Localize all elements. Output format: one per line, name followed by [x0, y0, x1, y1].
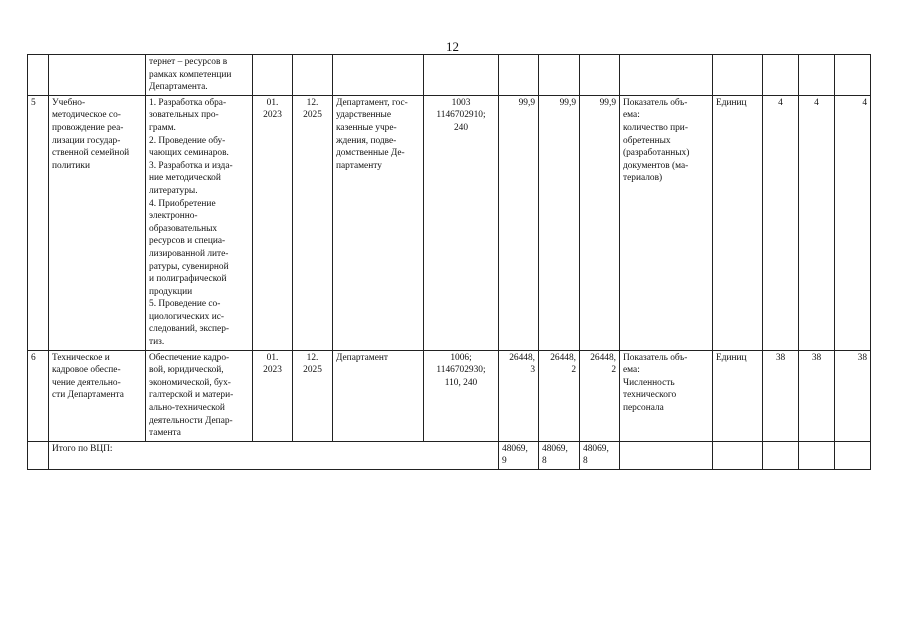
cell-v1: 26448, 3 [499, 350, 539, 441]
cell-v3 [580, 55, 620, 96]
cell-i1: 4 [763, 95, 799, 350]
cell-start: 01. 2023 [253, 95, 293, 350]
cell-i2: 38 [799, 350, 835, 441]
cell-code: 1003 1146702910; 240 [424, 95, 499, 350]
cell-empty [835, 441, 871, 469]
table-row-total [28, 441, 871, 469]
cell-end: 12. 2025 [293, 95, 333, 350]
cell-i3: 38 [835, 350, 871, 441]
table-row-continuation [28, 55, 871, 96]
cell-name [49, 55, 146, 96]
cell-indicator: Показатель объ- ема: количество при- обретенных (разработанных) документов (ма- териалов) [620, 95, 713, 350]
cell-i3: 4 [835, 95, 871, 350]
cell-executor: Департамент, гос- ударственные казенные учре- ждения, подве- домственные Де- партаменту [333, 95, 424, 350]
cell-end: 12. 2025 [293, 350, 333, 441]
cell-unit: Единиц [713, 350, 763, 441]
cell-indicator [620, 55, 713, 96]
cell-empty [713, 441, 763, 469]
cell-v1: 99,9 [499, 95, 539, 350]
program-table [27, 54, 871, 470]
cell-name: Техническое и кадровое обеспе- чение деятельно- сти Департамента [49, 350, 146, 441]
cell-i2 [799, 55, 835, 96]
cell-start [253, 55, 293, 96]
cell-name: Учебно- методическое со- провождение реа- лизации государ- ственной семейной политики [49, 95, 146, 350]
cell-v3: 26448, 2 [580, 350, 620, 441]
cell-num: 6 [28, 350, 49, 441]
cell-actions: тернет – ресурсов в рамках компетенции Департамента. [146, 55, 253, 96]
cell-empty [28, 441, 49, 469]
table-row-6 [28, 350, 871, 441]
page-number: 12 [446, 39, 459, 54]
cell-actions: 1. Разработка обра- зовательных про- грамм. 2. Проведение обу- чающих семинаров. 3. Разработка и изда- ние методической литературы. 4. Приобретение электронно- образовательных ресурсов и специа- лизированной лите- ратуры, сувенирной и полиграфической продукции 5. Проведение со- циологических ис- следований, экспер- тиз. [146, 95, 253, 350]
cell-v2 [539, 55, 580, 96]
cell-unit: Единиц [713, 95, 763, 350]
cell-start: 01. 2023 [253, 350, 293, 441]
cell-v2: 26448, 2 [539, 350, 580, 441]
cell-empty [763, 441, 799, 469]
cell-v1 [499, 55, 539, 96]
cell-code [424, 55, 499, 96]
cell-i1: 38 [763, 350, 799, 441]
cell-unit [713, 55, 763, 96]
cell-num: 5 [28, 95, 49, 350]
table-row-5 [28, 95, 871, 350]
total-label: Итого по ВЦП: [49, 441, 499, 469]
cell-actions: Обеспечение кадро- вой, юридической, экономической, бух- галтерской и матери- ально-технической деятельности Депар- тамента [146, 350, 253, 441]
total-v2: 48069, 8 [539, 441, 580, 469]
cell-code: 1006; 1146702930; 110, 240 [424, 350, 499, 441]
cell-i1 [763, 55, 799, 96]
cell-executor [333, 55, 424, 96]
cell-empty [620, 441, 713, 469]
cell-end [293, 55, 333, 96]
cell-num [28, 55, 49, 96]
cell-indicator: Показатель объ- ема: Численность технического персонала [620, 350, 713, 441]
cell-i3 [835, 55, 871, 96]
cell-empty [799, 441, 835, 469]
cell-i2: 4 [799, 95, 835, 350]
cell-v2: 99,9 [539, 95, 580, 350]
cell-executor: Департамент [333, 350, 424, 441]
cell-v3: 99,9 [580, 95, 620, 350]
total-v1: 48069, 9 [499, 441, 539, 469]
total-v3: 48069, 8 [580, 441, 620, 469]
